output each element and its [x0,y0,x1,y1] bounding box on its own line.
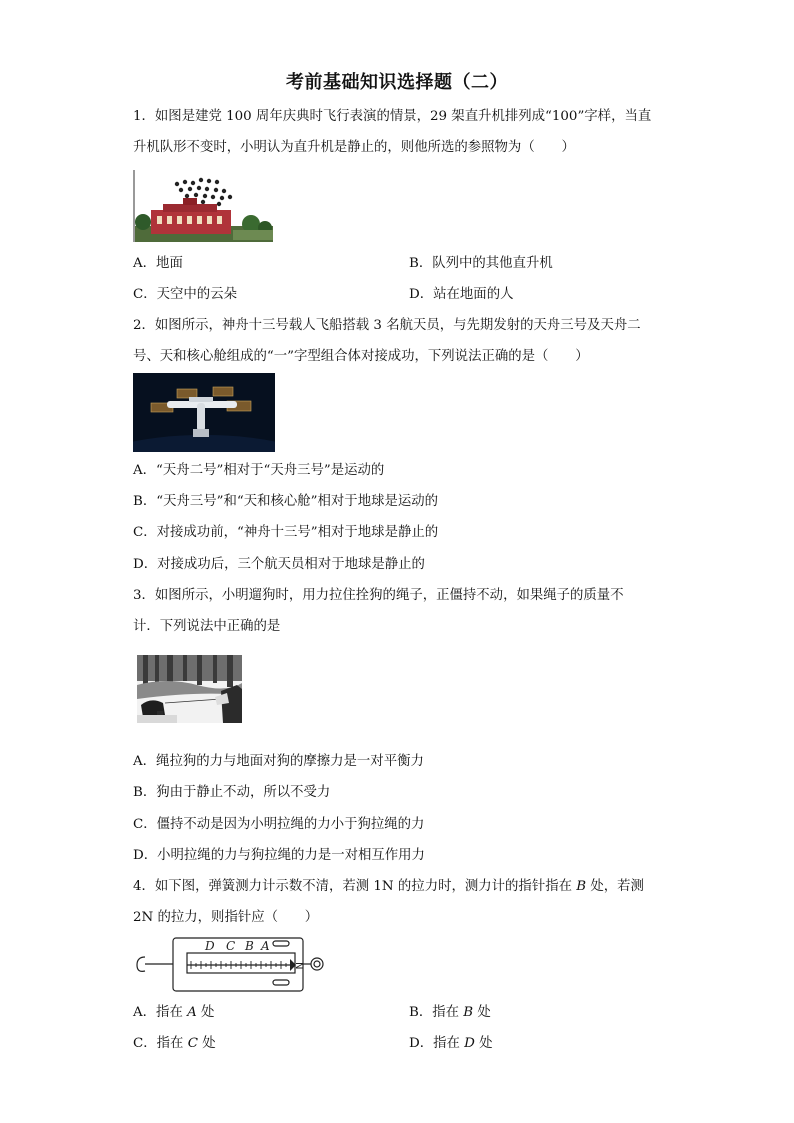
q3-option-a: A．绳拉狗的力与地面对狗的摩擦力是一对平衡力 [133,754,424,769]
q1-helicopter-parade-image [133,170,275,242]
scale-label-d: D [205,939,215,953]
scale-unit-label: N [293,962,304,970]
q4-option-d: D．指在 D 处 [409,1036,493,1051]
q2-option-b: B．“天舟三号”和“天和核心舱”相对于地球是运动的 [133,494,439,509]
q2-option-d: D．对接成功后，三个航天员相对于地球是静止的 [133,557,425,572]
q1-option-a: A．地面 [133,256,183,271]
q1-option-b: B．队列中的其他直升机 [409,256,553,271]
q3-line-1: 3．如图所示，小明遛狗时，用力拉住拴狗的绳子，正僵持不动，如果绳子的质量不 [133,588,624,603]
q2-line-1: 2．如图所示，神舟十三号载人飞船搭载 3 名航天员，与先期发射的天舟三号及天舟二 [133,318,641,333]
page-title: 考前基础知识选择题（二） [286,72,508,93]
q1-line-1: 1．如图是建党 100 周年庆典时飞行表演的情景，29 架直升机排列成“100”字样，当直 [133,109,652,124]
q2-space-station-image [133,373,275,452]
q1-option-d: D．站在地面的人 [409,287,514,302]
scale-label-c: C [226,939,236,953]
q2-option-a: A．“天舟二号”相对于“天舟三号”是运动的 [133,463,385,478]
q3-option-c: C．僵持不动是因为小明拉绳的力小于狗拉绳的力 [133,817,425,832]
q3-dog-walking-image [137,655,242,723]
q4-spring-scale-diagram [133,935,329,993]
q3-option-d: D．小明拉绳的力与狗拉绳的力是一对相互作用力 [133,848,425,863]
q3-line-2: 计．下列说法中正确的是 [133,619,281,634]
q4-line-2: 2N 的拉力，则指针应（ ） [133,910,319,925]
scale-label-b: B [245,939,254,953]
q1-option-c: C．天空中的云朵 [133,287,237,302]
q3-option-b: B．狗由于静止不动，所以不受力 [133,785,331,800]
q2-line-2: 号、天和核心舱组成的“一”字型组合体对接成功，下列说法正确的是（ ） [133,349,589,364]
q1-line-2: 升机队形不变时，小明认为直升机是静止的，则他所选的参照物为（ ） [133,140,575,155]
q4-option-c: C．指在 C 处 [133,1036,216,1051]
scale-label-a: A [261,939,270,953]
q4-option-b: B．指在 B 处 [409,1005,491,1020]
q4-line-1: 4．如下图，弹簧测力计示数不清，若测 1N 的拉力时，测力计的指针指在 B 处，若测 [133,879,644,894]
q4-option-a: A．指在 A 处 [133,1005,215,1020]
q2-option-c: C．对接成功前，“神舟十三号”相对于地球是静止的 [133,525,439,540]
